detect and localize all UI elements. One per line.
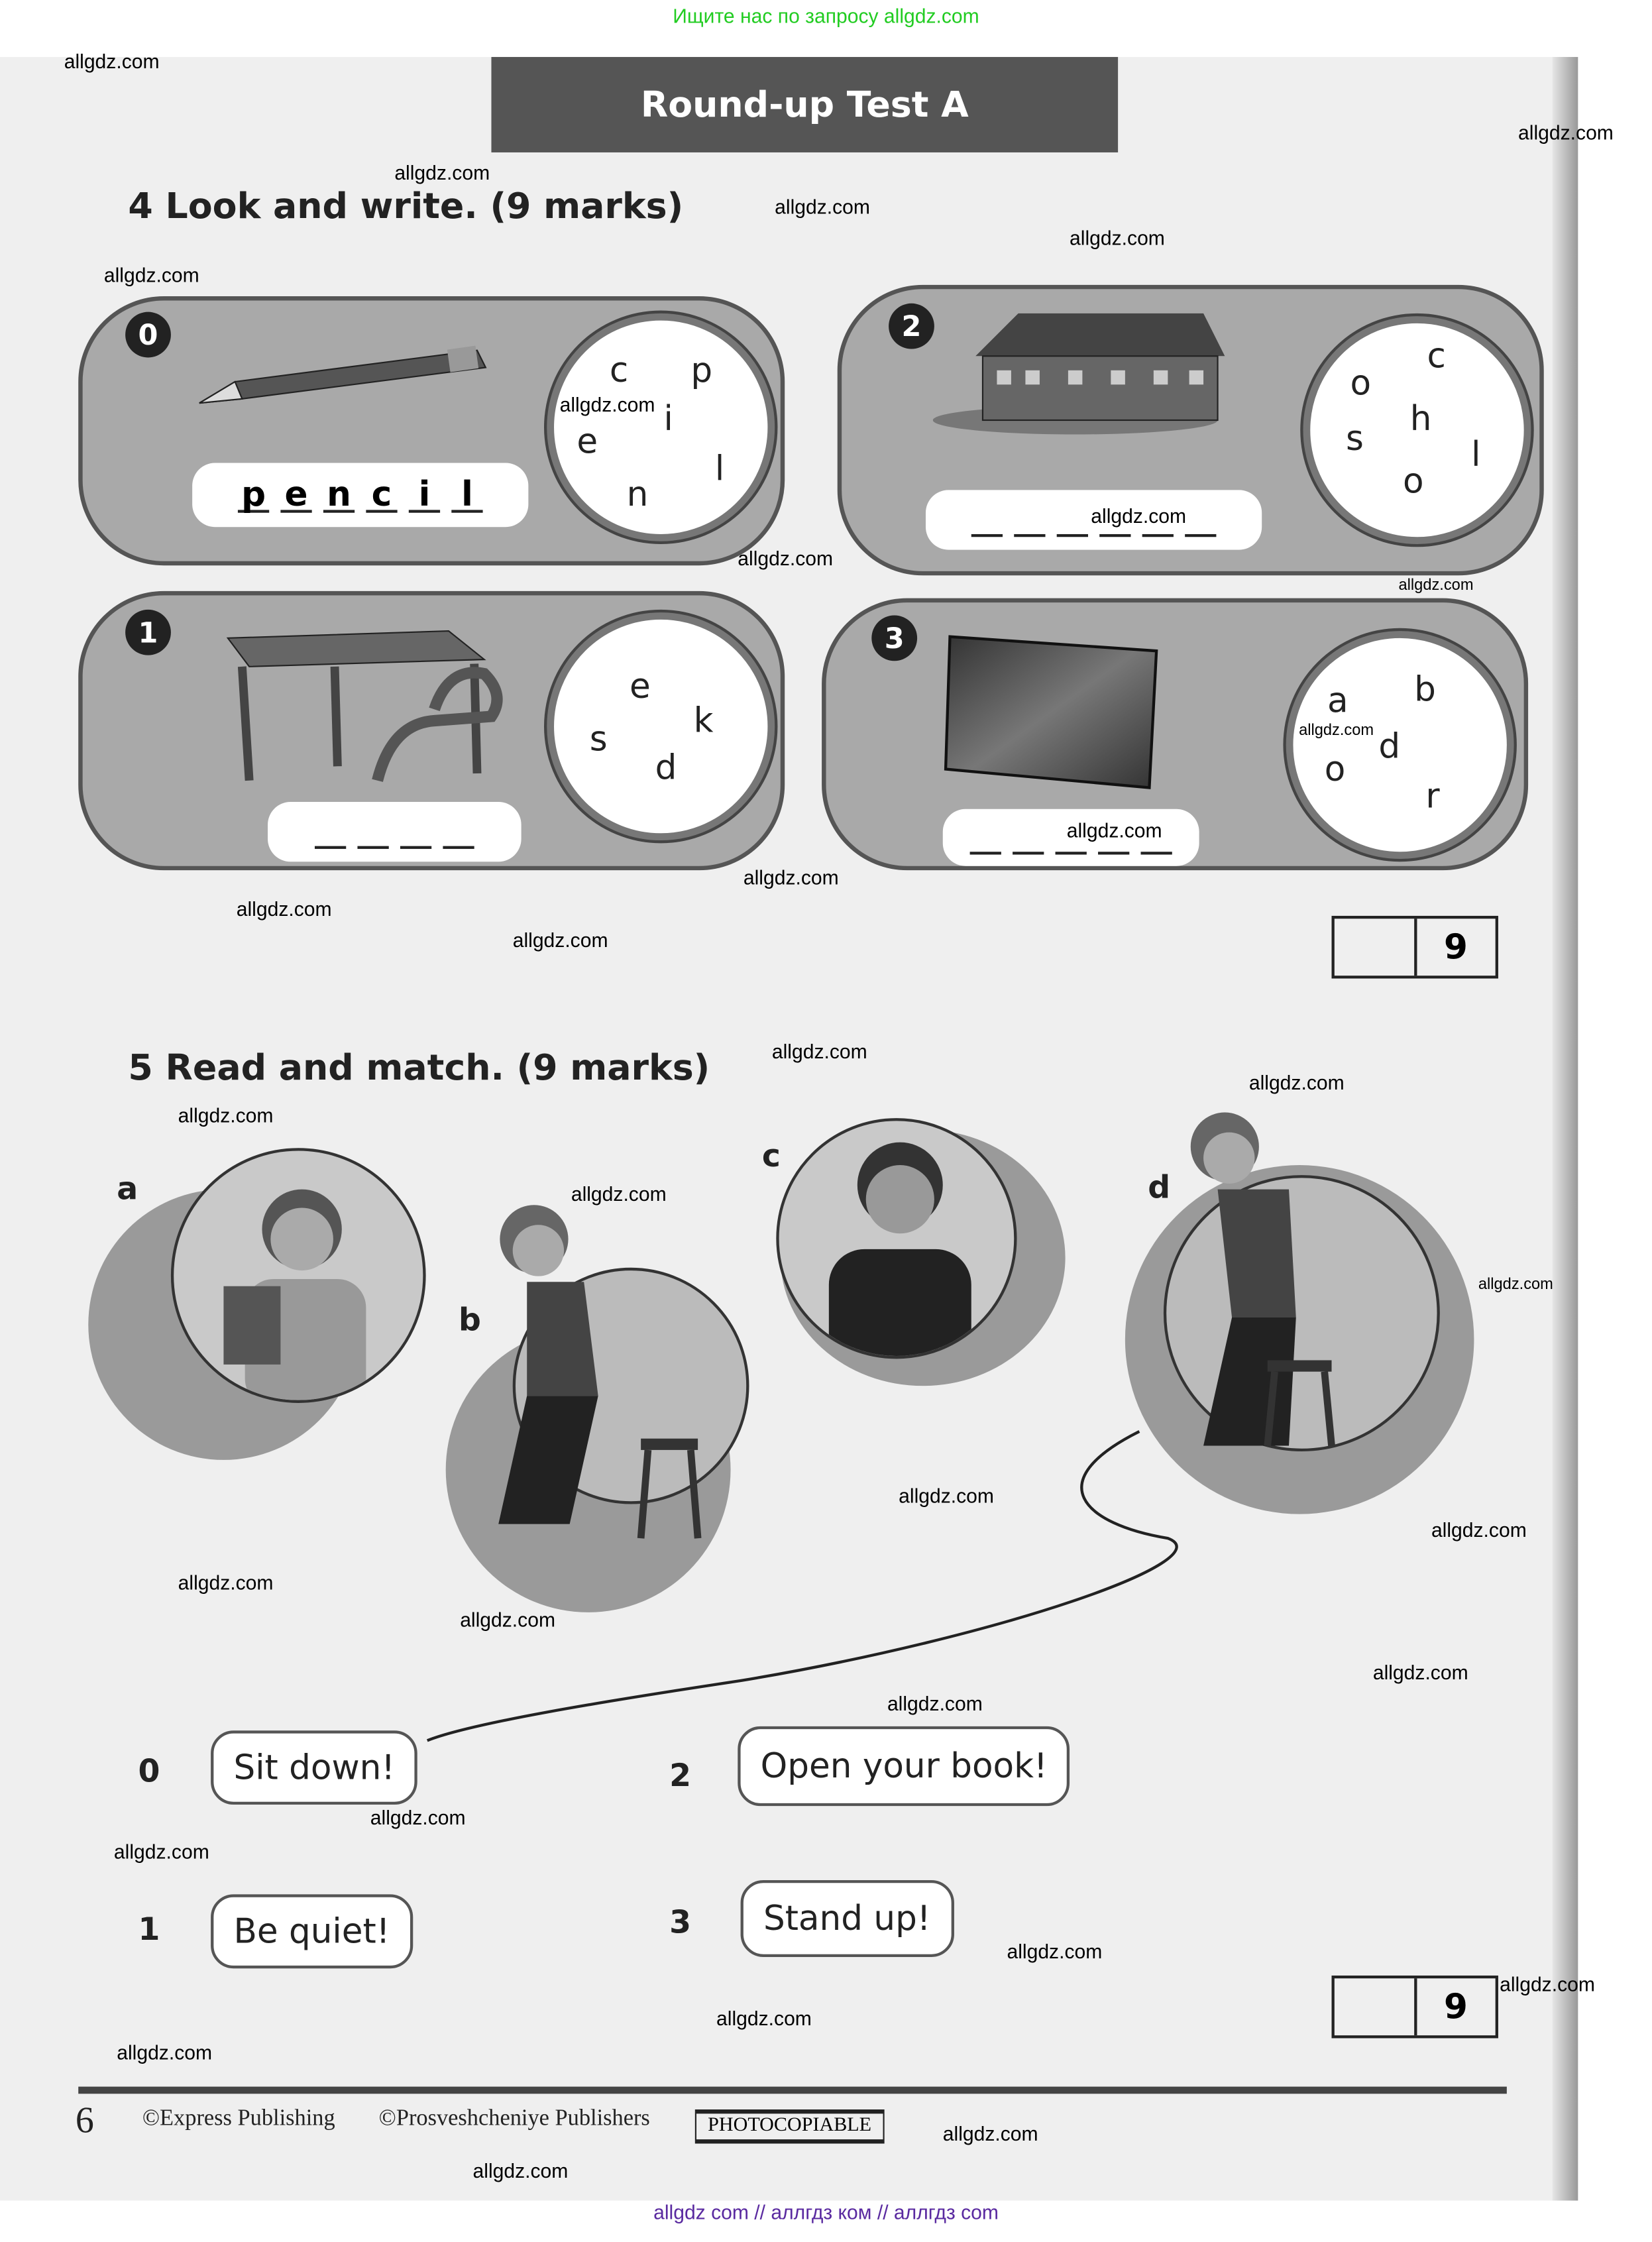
watermark: allgdz.com bbox=[1248, 1071, 1345, 1094]
letter: b bbox=[1414, 669, 1436, 710]
score-total: 9 bbox=[1413, 1978, 1496, 2035]
watermark: allgdz.com bbox=[1500, 1972, 1595, 1996]
item-number-badge: 1 bbox=[125, 610, 171, 655]
watermark: allgdz.com bbox=[370, 1806, 466, 1829]
letter: e bbox=[577, 421, 598, 462]
speech-bubble-be-quiet bbox=[211, 1894, 413, 1968]
letter: r bbox=[1425, 776, 1440, 816]
speech-bubble-sit-down bbox=[211, 1730, 417, 1805]
letter: l bbox=[1471, 434, 1481, 475]
school-icon bbox=[933, 306, 1232, 434]
watermark: allgdz.com bbox=[1478, 1276, 1553, 1294]
answer-letter bbox=[971, 503, 1003, 537]
picture-label: b bbox=[459, 1303, 481, 1339]
phrase-text: Open your book! bbox=[760, 1746, 1048, 1787]
score-value[interactable] bbox=[1335, 919, 1413, 976]
page-number: 6 bbox=[75, 2099, 94, 2141]
letter: o bbox=[1324, 749, 1346, 789]
letter: h bbox=[1409, 398, 1432, 439]
watermark: allgdz.com bbox=[512, 928, 608, 952]
picture-b-boy-sitting-down bbox=[470, 1196, 712, 1552]
exercise-5-score-box[interactable] bbox=[1332, 1976, 1498, 2039]
letter: d bbox=[655, 748, 677, 788]
answer-field[interactable] bbox=[192, 463, 528, 527]
item-number-badge: 3 bbox=[871, 615, 917, 661]
answer-letter bbox=[443, 814, 474, 849]
picture-a-boy-opening-book bbox=[171, 1148, 426, 1403]
watermark: allgdz.com bbox=[394, 160, 490, 184]
picture-label: d bbox=[1148, 1170, 1171, 1207]
publisher-prosveshcheniye: ©Prosveshcheniye Publishers bbox=[378, 2106, 650, 2131]
page-title bbox=[491, 57, 1118, 152]
page-edge-shadow bbox=[1553, 57, 1578, 2201]
phrase-number: 0 bbox=[138, 1754, 160, 1791]
watermark: allgdz.com bbox=[775, 195, 870, 218]
board-icon bbox=[943, 634, 1164, 790]
score-value[interactable] bbox=[1335, 1978, 1413, 2035]
photocopiable-stamp: PHOTOCOPIABLE bbox=[695, 2109, 885, 2144]
bottom-banner[interactable]: allgdz com // аллгдз ком // аллгдз com bbox=[653, 2200, 999, 2223]
letter: c bbox=[1427, 336, 1446, 376]
answer-letter bbox=[970, 820, 1001, 855]
watermark: allgdz.com bbox=[743, 866, 839, 889]
answer-letter: l bbox=[451, 478, 482, 512]
watermark: allgdz.com bbox=[559, 393, 655, 416]
letter: k bbox=[693, 701, 714, 741]
answer-letter bbox=[1013, 820, 1044, 855]
watermark: allgdz.com bbox=[1066, 818, 1162, 842]
letter: l bbox=[714, 448, 725, 489]
answer-letter bbox=[400, 814, 431, 849]
watermark: allgdz.com bbox=[1372, 1660, 1468, 1684]
watermark: allgdz.com bbox=[1091, 504, 1187, 528]
desk-and-chair-icon bbox=[221, 610, 506, 795]
answer-field[interactable] bbox=[268, 802, 522, 862]
watermark: allgdz.com bbox=[1070, 226, 1165, 250]
letters-circle bbox=[547, 612, 775, 840]
pencil-icon bbox=[192, 339, 491, 410]
watermark: allgdz.com bbox=[899, 1484, 994, 1507]
watermark: allgdz.com bbox=[117, 2041, 213, 2064]
exercise-4-score-box[interactable] bbox=[1332, 916, 1498, 979]
watermark: allgdz.com bbox=[738, 547, 834, 570]
letter: o bbox=[1402, 461, 1424, 502]
letter: o bbox=[1350, 363, 1372, 404]
picture-label: c bbox=[761, 1139, 781, 1176]
item-number-badge: 2 bbox=[889, 304, 934, 349]
answer-letter: p bbox=[238, 478, 269, 512]
watermark: allgdz.com bbox=[178, 1103, 274, 1127]
phrase-number: 1 bbox=[138, 1913, 160, 1949]
speech-bubble-stand-up bbox=[741, 1880, 954, 1957]
watermark: allgdz.com bbox=[64, 50, 160, 73]
letter: s bbox=[1345, 418, 1364, 459]
letter: d bbox=[1378, 726, 1401, 767]
watermark: allgdz.com bbox=[1398, 577, 1474, 594]
answer-letter: i bbox=[409, 478, 440, 512]
letter: i bbox=[663, 398, 673, 439]
watermark: allgdz.com bbox=[236, 897, 332, 921]
watermark: allgdz.com bbox=[942, 2122, 1038, 2145]
item-number-badge: 0 bbox=[125, 312, 171, 358]
watermark: allgdz.com bbox=[771, 1039, 867, 1063]
picture-label: a bbox=[117, 1172, 138, 1208]
watermark: allgdz.com bbox=[1518, 121, 1614, 144]
watermark: allgdz.com bbox=[178, 1571, 274, 1594]
watermark: allgdz.com bbox=[460, 1608, 556, 1631]
letter: p bbox=[690, 350, 713, 390]
top-banner[interactable]: Ищите нас по запросу allgdz.com bbox=[673, 4, 979, 27]
watermark: allgdz.com bbox=[1431, 1518, 1527, 1541]
watermark: allgdz.com bbox=[472, 2159, 569, 2182]
watermark: allgdz.com bbox=[571, 1182, 667, 1205]
watermark: allgdz.com bbox=[113, 1840, 209, 1864]
letter: s bbox=[589, 719, 608, 759]
answer-letter: e bbox=[280, 478, 311, 512]
watermark: allgdz.com bbox=[103, 263, 199, 286]
answer-letter bbox=[1185, 503, 1216, 537]
answer-letter bbox=[1057, 503, 1088, 537]
exercise-5-heading: 5 Read and match. (9 marks) bbox=[128, 1046, 710, 1088]
answer-letter: n bbox=[323, 478, 355, 512]
answer-letter bbox=[1014, 503, 1045, 537]
letter: e bbox=[629, 666, 651, 707]
watermark: allgdz.com bbox=[716, 2007, 812, 2030]
phrase-text: Stand up! bbox=[763, 1898, 931, 1939]
letter: c bbox=[609, 350, 629, 390]
score-total: 9 bbox=[1413, 919, 1496, 976]
picture-d-boy-standing-up bbox=[1182, 1104, 1396, 1460]
letter: a bbox=[1327, 681, 1349, 721]
watermark: allgdz.com bbox=[887, 1692, 983, 1715]
letter: n bbox=[626, 474, 649, 514]
phrase-text: Sit down! bbox=[233, 1748, 396, 1788]
answer-letter bbox=[315, 814, 346, 849]
publisher-express: ©Express Publishing bbox=[142, 2106, 335, 2131]
watermark: allgdz.com bbox=[1007, 1940, 1103, 1963]
footer-rule bbox=[78, 2087, 1507, 2094]
answer-letter bbox=[357, 814, 388, 849]
phrase-number: 3 bbox=[669, 1905, 692, 1942]
watermark: allgdz.com bbox=[1299, 722, 1374, 740]
phrase-number: 2 bbox=[669, 1759, 692, 1795]
phrase-text: Be quiet! bbox=[233, 1911, 390, 1952]
picture-c-boy-finger-on-lips bbox=[776, 1118, 1017, 1359]
exercise-4-heading: 4 Look and write. (9 marks) bbox=[128, 185, 684, 227]
speech-bubble-open-your-book bbox=[738, 1726, 1070, 1806]
answer-letter: c bbox=[366, 478, 397, 512]
page-title-text: Round-up Test A bbox=[640, 84, 969, 126]
